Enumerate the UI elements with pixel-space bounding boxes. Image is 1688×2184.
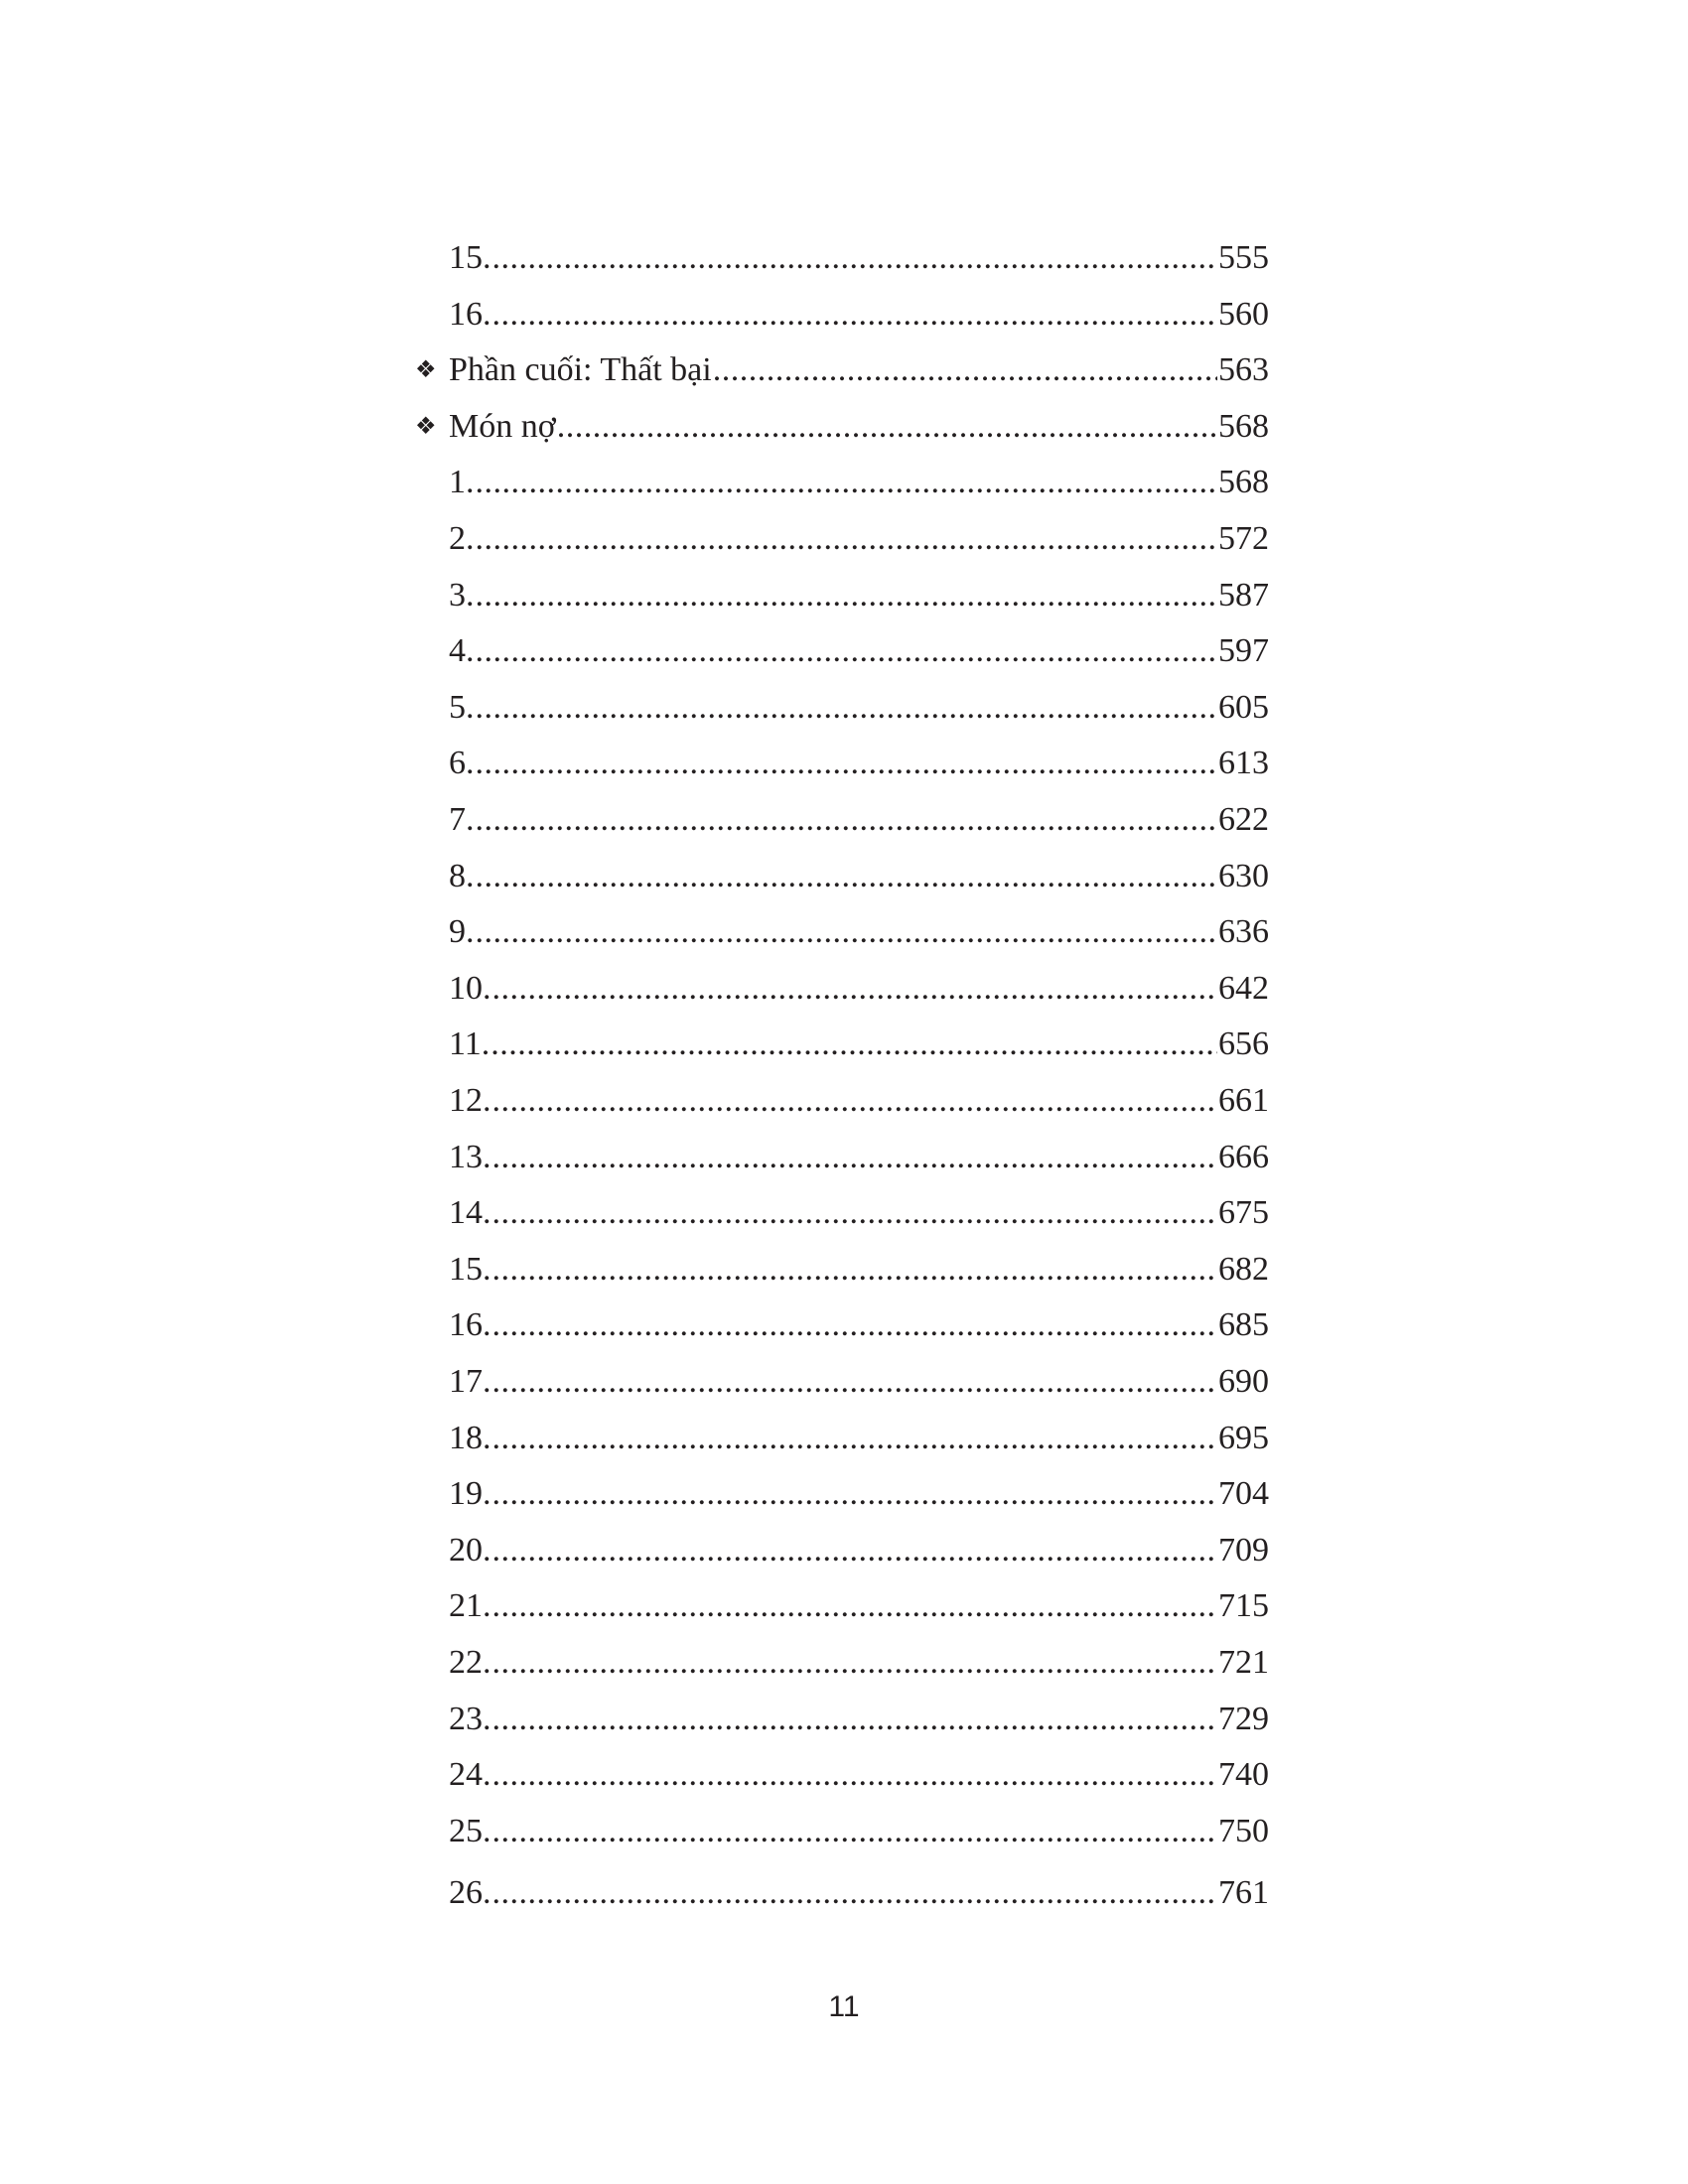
toc-chapter-entry bbox=[415, 287, 1269, 342]
toc-entry-page: 695 bbox=[1218, 1419, 1269, 1456]
toc-chapter-entry bbox=[415, 1466, 1269, 1522]
dot-leader bbox=[476, 736, 1218, 791]
toc-entry-title: 6. bbox=[449, 745, 475, 782]
dot-leader bbox=[492, 1185, 1218, 1241]
toc-chapter-entry bbox=[415, 849, 1269, 904]
toc-entry-title: 11. bbox=[449, 1025, 491, 1063]
toc-entry-title: 4. bbox=[449, 632, 475, 670]
toc-entry-page: 715 bbox=[1218, 1587, 1269, 1625]
toc-entry-title: 10. bbox=[449, 969, 492, 1007]
toc-entry-page: 666 bbox=[1218, 1138, 1269, 1175]
toc-entry-page: 685 bbox=[1218, 1306, 1269, 1344]
toc-entry-page: 642 bbox=[1218, 969, 1269, 1007]
toc-chapter-entry bbox=[415, 736, 1269, 791]
toc-entry-title: 24. bbox=[449, 1756, 492, 1794]
toc-entry-title: 18. bbox=[449, 1419, 492, 1456]
toc-entry-page: 656 bbox=[1218, 1025, 1269, 1063]
toc-section-entry bbox=[415, 399, 1269, 455]
toc-chapter-entry bbox=[415, 455, 1269, 510]
toc-chapter-entry bbox=[415, 1692, 1269, 1747]
dot-leader bbox=[476, 792, 1218, 848]
dot-leader bbox=[476, 568, 1218, 623]
toc-entry-title: 16. bbox=[449, 295, 492, 333]
toc-entry-page: 721 bbox=[1218, 1644, 1269, 1681]
toc-entry-page: 630 bbox=[1218, 857, 1269, 894]
dot-leader bbox=[492, 1578, 1218, 1634]
dot-leader bbox=[491, 1017, 1217, 1072]
dot-leader bbox=[492, 1297, 1218, 1353]
page-number: 11 bbox=[828, 1990, 860, 2023]
toc-entry-page: 761 bbox=[1218, 1874, 1269, 1912]
toc-entry-page: 636 bbox=[1218, 913, 1269, 951]
toc-entry-title: Phần cuối: Thất bại bbox=[449, 351, 712, 389]
toc-entry-page: 572 bbox=[1218, 520, 1269, 557]
dot-leader bbox=[492, 1865, 1218, 1921]
toc-entry-page: 750 bbox=[1218, 1812, 1269, 1849]
dot-leader bbox=[492, 1073, 1218, 1129]
toc-entry-title: 13. bbox=[449, 1138, 492, 1175]
toc-entry-page: 709 bbox=[1218, 1531, 1269, 1569]
dot-leader bbox=[492, 230, 1218, 286]
toc-entry-page: 613 bbox=[1218, 745, 1269, 782]
toc-chapter-entry bbox=[415, 1411, 1269, 1466]
toc-entry-title: 16. bbox=[449, 1306, 492, 1344]
toc-chapter-entry bbox=[415, 961, 1269, 1017]
toc-entry-page: 661 bbox=[1218, 1082, 1269, 1119]
toc-entry-page: 560 bbox=[1218, 295, 1269, 333]
toc-entry-page: 605 bbox=[1218, 688, 1269, 726]
toc-chapter-entry bbox=[415, 1242, 1269, 1297]
toc-entry-page: 555 bbox=[1218, 239, 1269, 276]
toc-entry-title: 15. bbox=[449, 1250, 492, 1288]
toc-entry-title: 22. bbox=[449, 1644, 492, 1681]
dot-leader bbox=[492, 1804, 1218, 1859]
toc-entry-page: 587 bbox=[1218, 576, 1269, 614]
dot-leader bbox=[492, 1242, 1218, 1297]
toc-entry-title: 17. bbox=[449, 1363, 492, 1400]
dot-leader bbox=[492, 1692, 1218, 1747]
toc-entry-title: 8. bbox=[449, 857, 475, 894]
toc-entry-title: 23. bbox=[449, 1700, 492, 1737]
toc-chapter-entry bbox=[415, 1804, 1269, 1859]
dot-leader bbox=[476, 849, 1218, 904]
toc-entry-title: Món nợ bbox=[449, 407, 556, 445]
toc-entry-page: 568 bbox=[1218, 407, 1269, 445]
toc-chapter-entry bbox=[415, 511, 1269, 567]
toc-entry-page: 563 bbox=[1218, 351, 1269, 389]
toc-entry-page: 568 bbox=[1218, 464, 1269, 501]
toc-chapter-entry bbox=[415, 680, 1269, 736]
dot-leader bbox=[492, 1411, 1218, 1466]
toc-entry-title: 2. bbox=[449, 520, 475, 557]
toc-chapter-entry bbox=[415, 792, 1269, 848]
toc-entry-page: 597 bbox=[1218, 632, 1269, 670]
toc-entry-title: 3. bbox=[449, 576, 475, 614]
toc-entry-title: 19. bbox=[449, 1475, 492, 1513]
toc-entry-title: 25. bbox=[449, 1812, 492, 1849]
toc-chapter-entry bbox=[415, 1354, 1269, 1410]
dot-leader bbox=[492, 1354, 1218, 1410]
dot-leader bbox=[557, 399, 1217, 455]
dot-leader bbox=[492, 1747, 1218, 1803]
toc-chapter-entry bbox=[415, 230, 1269, 286]
toc-entry-title: 1. bbox=[449, 464, 475, 501]
toc-chapter-entry bbox=[415, 1297, 1269, 1353]
toc-chapter-entry bbox=[415, 1747, 1269, 1803]
toc-entry-title: 12. bbox=[449, 1082, 492, 1119]
dot-leader bbox=[476, 511, 1218, 567]
toc-chapter-entry bbox=[415, 1523, 1269, 1578]
toc-entry-title: 15. bbox=[449, 239, 492, 276]
toc-chapter-entry bbox=[415, 1130, 1269, 1185]
diamond-bullet-icon: ❖ bbox=[415, 357, 437, 384]
toc-entry-page: 682 bbox=[1218, 1250, 1269, 1288]
toc-entry-title: 20. bbox=[449, 1531, 492, 1569]
toc-chapter-entry bbox=[415, 1017, 1269, 1072]
toc-entry-page: 704 bbox=[1218, 1475, 1269, 1513]
toc-entry-title: 7. bbox=[449, 801, 475, 838]
toc-entry-page: 729 bbox=[1218, 1700, 1269, 1737]
dot-leader bbox=[492, 287, 1218, 342]
toc-entry-title: 21. bbox=[449, 1587, 492, 1625]
dot-leader bbox=[492, 961, 1218, 1017]
toc-entry-title: 14. bbox=[449, 1194, 492, 1232]
toc-entry-title: 9. bbox=[449, 913, 475, 951]
toc-chapter-entry bbox=[415, 904, 1269, 960]
toc-chapter-entry bbox=[415, 1635, 1269, 1691]
dot-leader bbox=[713, 342, 1217, 398]
toc-chapter-entry bbox=[415, 1865, 1269, 1921]
toc-entry-page: 690 bbox=[1218, 1363, 1269, 1400]
diamond-bullet-icon: ❖ bbox=[415, 413, 437, 440]
toc-chapter-entry bbox=[415, 623, 1269, 679]
dot-leader bbox=[492, 1523, 1218, 1578]
dot-leader bbox=[476, 680, 1218, 736]
toc-chapter-entry bbox=[415, 1578, 1269, 1634]
toc-chapter-entry bbox=[415, 568, 1269, 623]
toc-entry-page: 622 bbox=[1218, 801, 1269, 838]
dot-leader bbox=[476, 455, 1218, 510]
toc-chapter-entry bbox=[415, 1185, 1269, 1241]
toc-entry-title: 26. bbox=[449, 1874, 492, 1912]
dot-leader bbox=[476, 623, 1218, 679]
toc-entry-title: 5. bbox=[449, 688, 475, 726]
dot-leader bbox=[492, 1635, 1218, 1691]
dot-leader bbox=[492, 1466, 1218, 1522]
toc-entry-page: 740 bbox=[1218, 1756, 1269, 1794]
dot-leader bbox=[492, 1130, 1218, 1185]
toc-entry-page: 675 bbox=[1218, 1194, 1269, 1232]
toc-section-entry bbox=[415, 342, 1269, 398]
dot-leader bbox=[476, 904, 1218, 960]
toc-chapter-entry bbox=[415, 1073, 1269, 1129]
